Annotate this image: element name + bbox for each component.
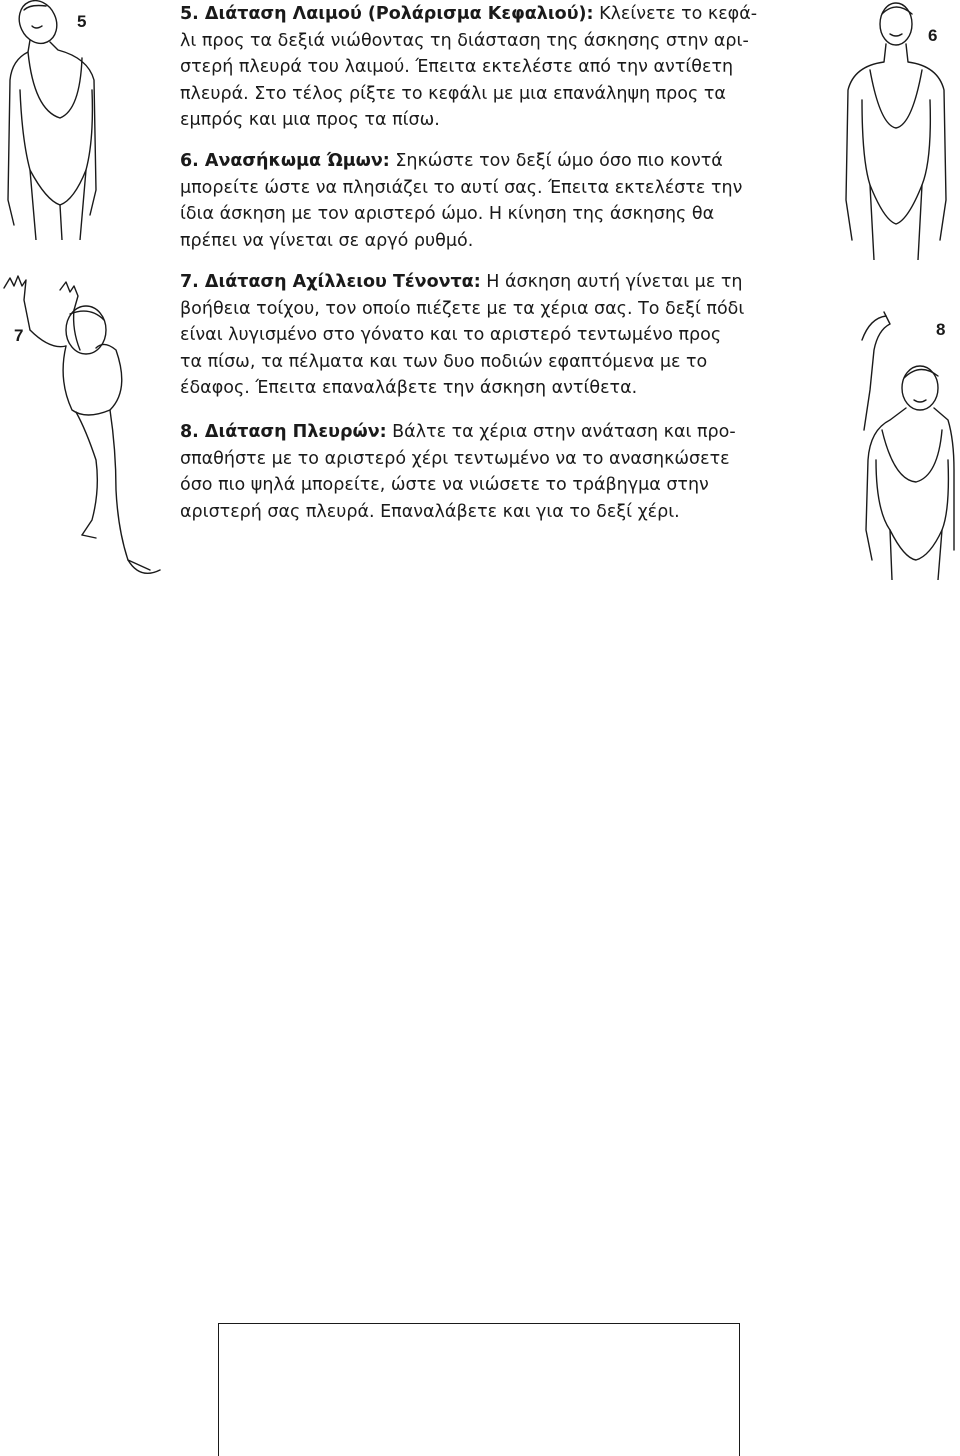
exercise-6-line: πρέπει να γίνεται σε αργό ρυθμό.: [180, 230, 474, 251]
exercise-5-line: πλευρά. Στο τέλος ρίξτε το κεφάλι με μια επανάληψη προς τα: [180, 83, 726, 104]
exercise-8-line: αριστερή σας πλευρά. Επαναλάβετε και για το δεξί χέρι.: [180, 501, 680, 522]
exercise-6-line: μπορείτε ώστε να πλησιάζει το αυτί σας. Έπειτα εκτελέστε την: [180, 177, 743, 198]
exercise-8-line: όσο πιο ψηλά μπορείτε, ώστε να νιώσετε το τράβηγμα στην: [180, 475, 709, 496]
exercise-7-line: είναι λυγισμένο στο γόνατο και το αριστερό τεντωμένο προς: [180, 325, 722, 346]
exercise-5-line: Κλείνετε το κεφά-: [593, 4, 758, 24]
exercise-8-line: Βάλτε τα χέρια στην ανάταση και προ-: [386, 422, 736, 442]
exercise-7-line: τα πίσω, τα πέλματα και των δυο ποδιών εφαπτόμενα με το: [180, 351, 708, 372]
side-stretch-illustration: [850, 310, 960, 580]
achilles-stretch-illustration: [0, 270, 170, 580]
figure-number-8: 8: [936, 320, 946, 339]
exercise-6-text: [180, 148, 785, 254]
neck-stretch-illustration: [0, 0, 115, 240]
exercise-7-text: [180, 269, 785, 402]
exercise-6-line: ίδια άσκηση με τον αριστερό ώμο. Η κίνηση της άσκησης θα: [180, 204, 715, 225]
exercise-6-title: 6. Ανασήκωμα Ώμων:: [180, 151, 390, 171]
figure-number-5: 5: [77, 12, 87, 31]
exercise-5-line: στερή πλευρά του λαιμού. Έπειτα εκτελέστε από την αντίθετη: [180, 57, 734, 78]
figure-number-6: 6: [928, 26, 938, 45]
exercise-7-title: 7. Διάταση Αχίλλειου Τένοντα:: [180, 272, 481, 292]
exercise-8-title: 8. Διάταση Πλευρών:: [180, 422, 387, 442]
exercise-7-line: βοήθεια τοίχου, τον οποίο πιέζετε με τα χέρια σας. Το δεξί πόδι: [180, 298, 745, 319]
empty-frame-box: [218, 1323, 740, 1456]
exercise-7-line: έδαφος. Έπειτα επαναλάβετε την άσκηση αντίθετα.: [180, 378, 638, 399]
exercise-8-text: [180, 419, 785, 525]
exercise-8-line: σπαθήστε με το αριστερό χέρι τεντωμένο να το ανασηκώσετε: [180, 448, 730, 469]
exercise-5-title: 5. Διάταση Λαιμού (Ρολάρισμα Κεφαλιού):: [180, 4, 594, 24]
exercise-5-text: [180, 1, 785, 134]
exercise-5-line: εμπρός και μια προς τα πίσω.: [180, 110, 440, 131]
exercise-7-line: Η άσκηση αυτή γίνεται με τη: [480, 272, 743, 292]
exercise-5-line: λι προς τα δεξιά νιώθοντας τη διάσταση της άσκησης στην αρι-: [180, 30, 749, 51]
exercise-6-line: Σηκώστε τον δεξί ώμο όσο πιο κοντά: [389, 151, 723, 171]
figure-number-7: 7: [14, 326, 24, 345]
shoulder-raise-illustration: [840, 0, 955, 260]
